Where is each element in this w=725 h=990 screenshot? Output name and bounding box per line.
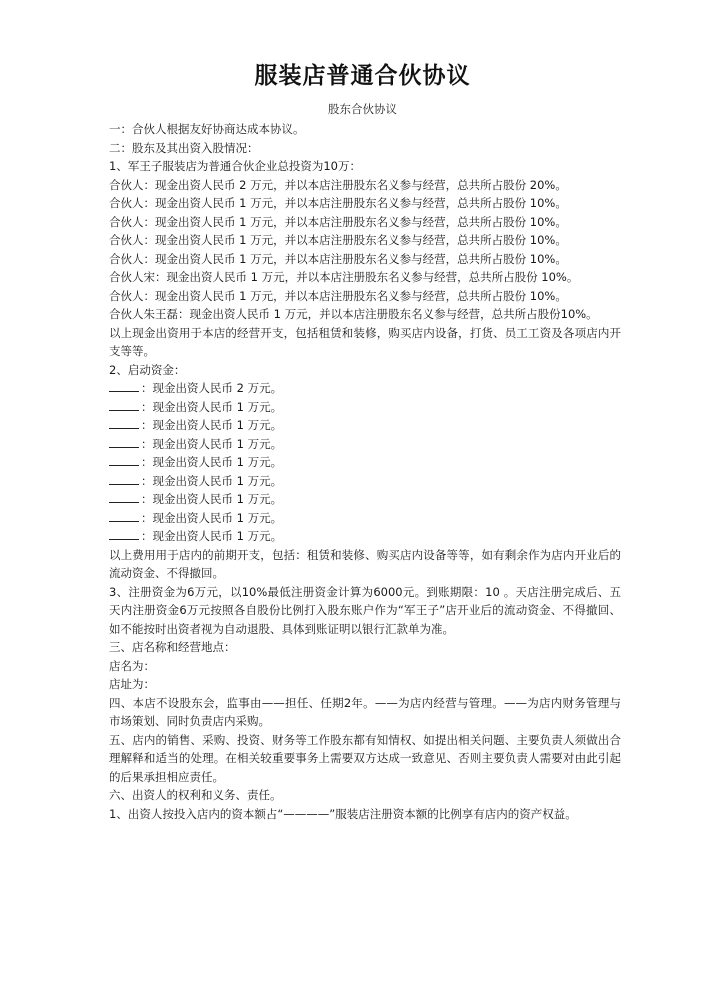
startup-fund-text: ：现金出资人民币 1 万元。	[141, 473, 283, 488]
document-body	[109, 120, 621, 823]
name-blank	[109, 379, 139, 392]
name-blank	[109, 490, 139, 503]
startup-fund-text: ：现金出资人民币 1 万元。	[141, 418, 283, 432]
clause-1: 一：合伙人根据友好协商达成本协议。	[109, 122, 305, 136]
paragraph-clause-4: 四、本店不设股东会，监事由——担任、任期2年。——为店内经营与管理。——为店内财务管理与市场策划、同时负责店内采购。	[109, 695, 621, 728]
startup-fund-line	[109, 527, 621, 546]
startup-fund-line	[109, 509, 621, 528]
partner-line: 合伙人：现金出资人民币 1 万元，并以本店注册股东名义参与经营，总共所占股份 10%。	[109, 233, 567, 247]
name-blank	[109, 453, 139, 466]
clause-2-1-heading: 1、军王子服装店为普通合伙企业总投资为10万：	[109, 159, 361, 173]
paragraph-capital-usage: 以上现金出资用于本店的经营开支，包括租赁和装修，购买店内设备，打货、员工工资及各项店内开支等等。	[109, 325, 621, 358]
startup-fund-text: ：现金出资人民币 1 万元。	[141, 529, 283, 543]
paragraph-clause-5: 五、店内的销售、采购、投资、财务等工作股东都有知情权、如提出相关问题、主要负责人须做出合理解释和适当的处理。在相关较重要事务上需要双方达成一致意见、否则主要负责人需要对由此引起的后果承担相应责任。	[109, 732, 621, 784]
document-subtitle: 股东合伙协议	[328, 102, 397, 116]
startup-fund-line	[109, 435, 621, 454]
startup-fund-line	[109, 490, 621, 509]
startup-fund-line	[109, 398, 621, 417]
name-blank	[109, 509, 139, 522]
startup-fund-text: ：现金出资人民币 1 万元。	[141, 455, 283, 469]
name-blank	[109, 435, 139, 448]
clause-2-2-heading: 2、启动资金：	[109, 362, 186, 377]
startup-fund-text: ：现金出资人民币 1 万元。	[141, 436, 283, 451]
startup-fund-line	[109, 379, 621, 398]
startup-fund-text: ：现金出资人民币 2 万元。	[141, 381, 283, 395]
startup-fund-text: ：现金出资人民币 1 万元。	[141, 399, 283, 414]
clause-6-heading: 六、出资人的权利和义务、责任。	[109, 788, 282, 802]
store-name-line: 店名为：	[109, 658, 155, 673]
name-blank	[109, 416, 139, 429]
partner-line: 合伙人：现金出资人民币 1 万元，并以本店注册股东名义参与经营，总共所占股份 10%。	[109, 251, 567, 266]
partner-line: 合伙人朱王磊：现金出资人民币 1 万元，并以本店注册股东名义参与经营，总共所占股份10%。	[109, 307, 598, 321]
paragraph-clause-6-1: 1、出资人按投入店内的资本额占“————”服装店注册资本额的比例享有店内的资产权益。	[109, 806, 577, 821]
startup-fund-text: ：现金出资人民币 1 万元。	[141, 510, 283, 525]
store-address-line: 店址为：	[109, 677, 155, 691]
clause-3-heading: 三、店名称和经营地点：	[109, 640, 236, 654]
name-blank	[109, 472, 139, 485]
clause-2-heading: 二：股东及其出资入股情况：	[109, 140, 259, 155]
startup-fund-line	[109, 416, 621, 435]
partner-line: 合伙人：现金出资人民币 2 万元，并以本店注册股东名义参与经营，总共所占股份 20%。	[109, 177, 567, 192]
document-title: 服装店普通合伙协议	[254, 62, 471, 89]
partner-line: 合伙人：现金出资人民币 1 万元，并以本店注册股东名义参与经营，总共所占股份 10%。	[109, 214, 567, 229]
startup-fund-line	[109, 453, 621, 472]
partner-line: 合伙人：现金出资人民币 1 万元，并以本店注册股东名义参与经营，总共所占股份 10%。	[109, 288, 567, 303]
paragraph-startup-usage: 以上费用用于店内的前期开支，包括：租赁和装修、购买店内设备等等，如有剩余作为店内开业后的流动资金、不得撤回。	[109, 547, 621, 580]
startup-fund-text: ：现金出资人民币 1 万元。	[141, 492, 283, 506]
name-blank	[109, 398, 139, 411]
paragraph-registered-capital: 3、注册资金为6万元，以10%最低注册资金计算为6000元。到账期限：10 。天店注册完成后、五天内注册资金6万元按照各自股份比例打入股东账户作为“军王子”店开业后的流动资金、不得撤回、如不能按时出资者视为自动退股、具体到账证明以银行汇款单为准。	[109, 584, 621, 636]
name-blank	[109, 527, 139, 540]
startup-fund-line	[109, 472, 621, 491]
partner-line: 合伙人：现金出资人民币 1 万元，并以本店注册股东名义参与经营，总共所占股份 10%。	[109, 196, 567, 210]
partner-line: 合伙人宋：现金出资人民币 1 万元，并以本店注册股东名义参与经营，总共所占股份 10%。	[109, 270, 579, 284]
